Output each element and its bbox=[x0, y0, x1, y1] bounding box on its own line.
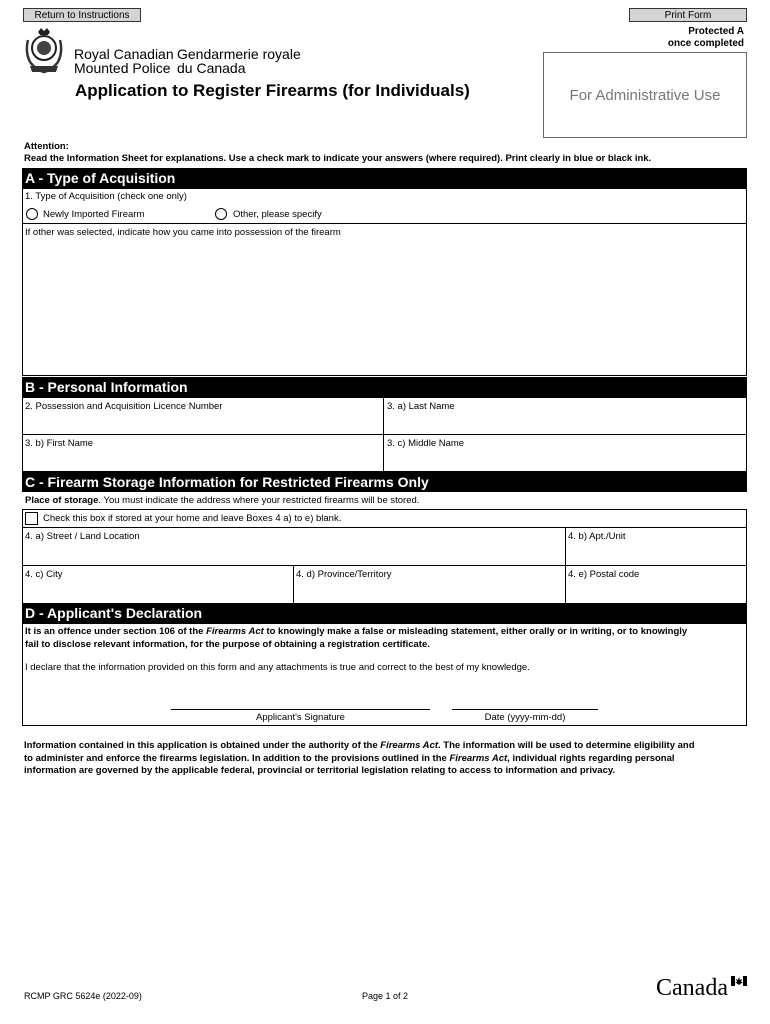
org-fr-line2: du Canada bbox=[177, 60, 246, 76]
warning-pre: It is an offence under section 106 of the bbox=[25, 626, 207, 637]
attention-notice bbox=[24, 141, 651, 165]
apt-unit-label: 4. b) Apt./Unit bbox=[568, 531, 626, 542]
place-of-storage-bold: Place of storage bbox=[25, 495, 99, 506]
last-name-label: 3. a) Last Name bbox=[387, 401, 455, 412]
declaration-text: I declare that the information provided on this form and any attachments is true and correct to the best of my knowledge. bbox=[25, 662, 530, 673]
other-radio[interactable] bbox=[215, 208, 227, 220]
postal-code-label: 4. e) Postal code bbox=[568, 569, 640, 580]
city-label: 4. c) City bbox=[25, 569, 63, 580]
signature-line[interactable] bbox=[171, 709, 430, 710]
print-form-button[interactable]: Print Form bbox=[629, 8, 747, 22]
form-number: RCMP GRC 5624e (2022-09) bbox=[24, 991, 142, 1001]
return-to-instructions-button[interactable]: Return to Instructions bbox=[23, 8, 141, 22]
first-name-label: 3. b) First Name bbox=[25, 438, 94, 449]
home-storage-label: Check this box if stored at your home and leave Boxes 4 a) to e) blank. bbox=[43, 513, 342, 524]
offence-warning-line1 bbox=[25, 626, 745, 639]
org-en-line2: Mounted Police bbox=[74, 60, 171, 76]
place-of-storage-text: . You must indicate the address where your restricted firearms will be stored. bbox=[98, 495, 420, 506]
privacy-p1-post: . The information will be used to determine eligibility and bbox=[438, 740, 695, 751]
section-d-header: D - Applicant's Declaration bbox=[22, 603, 747, 623]
middle-name-label: 3. c) Middle Name bbox=[387, 438, 465, 449]
offence-warning-line2: fail to disclose relevant information, for the purpose of obtaining a registration certificate. bbox=[25, 638, 430, 650]
pal-label: 2. Possession and Acquisition Licence Number bbox=[25, 401, 223, 412]
newly-imported-radio[interactable] bbox=[26, 208, 38, 220]
date-line[interactable] bbox=[452, 709, 598, 710]
warning-post: to knowingly make a false or misleading statement, either orally or in writing, or to knowingly bbox=[263, 626, 688, 637]
other-label: Other, please specify bbox=[233, 209, 322, 220]
privacy-line1 bbox=[24, 740, 749, 753]
privacy-line2 bbox=[24, 753, 749, 766]
offence-warning bbox=[25, 626, 745, 651]
privacy-notice bbox=[24, 740, 749, 778]
privacy-p2-post: , individual rights regarding personal bbox=[507, 752, 675, 764]
org-en-line1: Royal Canadian bbox=[74, 46, 174, 62]
other-specify-field[interactable] bbox=[23, 240, 746, 374]
signature-label: Applicant's Signature bbox=[256, 712, 345, 723]
canada-flag-icon bbox=[731, 976, 747, 986]
protected-line2: once completed bbox=[667, 38, 744, 49]
administrative-use-box: For Administrative Use bbox=[543, 52, 747, 138]
privacy-p2-pre: to administer and enforce the firearms legislation. In addition to the provisions outlined in the bbox=[24, 752, 450, 764]
divider bbox=[22, 223, 747, 224]
org-fr-line1: Gendarmerie royale bbox=[177, 46, 301, 62]
org-name-en bbox=[74, 47, 174, 75]
q1-label: 1. Type of Acquisition (check one only) bbox=[25, 191, 187, 202]
date-label: Date (yyyy-mm-dd) bbox=[484, 712, 566, 723]
rcmp-crest-icon bbox=[22, 26, 66, 76]
place-of-storage bbox=[25, 495, 419, 506]
privacy-p1-pre: Information contained in this application is obtained under the authority of the bbox=[24, 740, 381, 751]
section-a-header: A - Type of Acquisition bbox=[22, 168, 747, 188]
protected-line1: Protected A bbox=[688, 26, 744, 37]
canada-wordmark bbox=[656, 975, 728, 1001]
warning-act: Firearms Act bbox=[206, 626, 264, 637]
attention-heading: Attention: bbox=[24, 141, 69, 152]
city-field[interactable] bbox=[22, 565, 294, 604]
privacy-p1-act: Firearms Act bbox=[380, 740, 438, 751]
privacy-p2-act: Firearms Act bbox=[449, 752, 508, 764]
org-name-fr bbox=[177, 47, 301, 75]
protected-notice bbox=[668, 26, 744, 50]
other-specify-label: If other was selected, indicate how you came into possession of the firearm bbox=[25, 227, 341, 238]
page-number: Page 1 of 2 bbox=[362, 991, 409, 1001]
section-c-header: C - Firearm Storage Information for Restricted Firearms Only bbox=[22, 472, 747, 492]
canada-wordmark-text: Canada bbox=[656, 975, 728, 1001]
page-title: Application to Register Firearms (for Individuals) bbox=[75, 81, 470, 100]
street-label: 4. a) Street / Land Location bbox=[25, 531, 140, 542]
province-label: 4. d) Province/Territory bbox=[296, 569, 392, 580]
newly-imported-label: Newly Imported Firearm bbox=[43, 209, 145, 220]
attention-text: Read the Information Sheet for explanations. Use a check mark to indicate your answers (where required). Print clearly in blue or black ink. bbox=[24, 153, 652, 164]
privacy-line3: information are governed by the applicable federal, provincial or territorial legislation relating to access to information and privacy. bbox=[24, 765, 616, 776]
section-b-header: B - Personal Information bbox=[22, 377, 747, 397]
home-storage-checkbox[interactable] bbox=[25, 512, 38, 525]
